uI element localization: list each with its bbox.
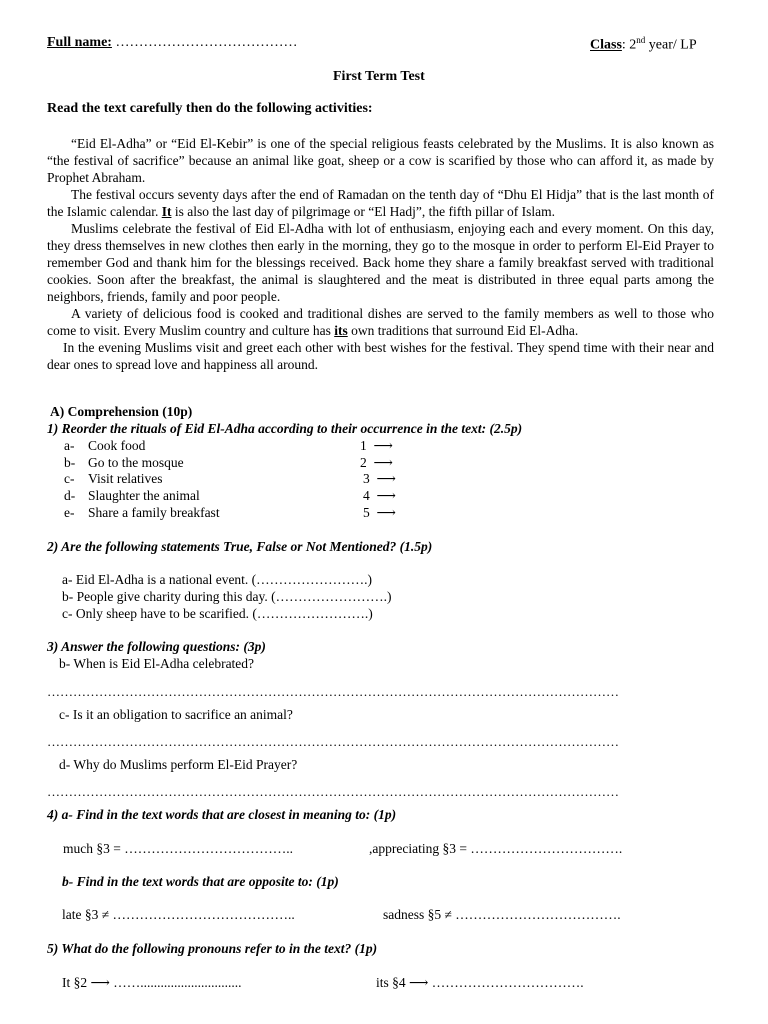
class-year-rest: year/ LP <box>645 37 697 53</box>
q1-item-letter: c- <box>64 471 75 486</box>
pronoun-its: its <box>334 323 348 338</box>
q3-answer-line-c[interactable]: …………………………………………………………………………………………………………………… <box>47 734 619 749</box>
q3-question-c: c- Is it an obligation to sacrifice an animal? <box>59 707 293 722</box>
paragraph-2-start: The festival occurs seventy days after the end of Ramadan on the tenth day of “Dhu El Hidja” that is the last month of the Islamic calendar. <box>47 187 714 219</box>
q2-statement-a[interactable]: a- Eid El-Adha is a national event. (…………………….) <box>62 572 373 587</box>
q1-slot[interactable] <box>360 438 393 454</box>
paragraph-4-end: own traditions that surround Eid El-Adha. <box>347 323 579 338</box>
q1-slot-number: 5 <box>363 505 370 520</box>
q2-statement-c[interactable]: c- Only sheep have to be scarified. (…………………….) <box>62 606 373 621</box>
q4b-title: b- Find in the text words that are opposite to: (1p) <box>62 874 339 889</box>
full-name-blank[interactable]: ………………………………… <box>115 35 298 50</box>
q4a-appreciating-blank[interactable]: ,appreciating §3 = ……………………………. <box>369 841 623 856</box>
page-title: First Term Test <box>333 69 425 84</box>
q1-slot-number: 2 <box>360 455 367 470</box>
q1-item-text: Slaughter the animal <box>88 488 200 503</box>
q1-item-text: Go to the mosque <box>88 455 184 470</box>
q1-slot-number: 1 <box>360 438 367 453</box>
q1-item <box>64 438 75 454</box>
paragraph-4 <box>47 305 714 339</box>
q1-item <box>64 471 75 487</box>
q1-item-text: Visit relatives <box>88 471 163 486</box>
q3-answer-line-b[interactable]: …………………………………………………………………………………………………………………… <box>47 684 619 699</box>
class-label: Class <box>590 37 622 53</box>
q1-item-letter: d- <box>64 488 76 503</box>
q1-slot-number: 3 <box>363 471 370 486</box>
q1-slot[interactable] <box>363 505 396 521</box>
q1-item-letter: a- <box>64 438 75 453</box>
q1-item <box>64 455 75 471</box>
q1-item <box>64 488 75 504</box>
section-a-heading: A) Comprehension (10p) <box>50 404 193 419</box>
q1-item-text: Cook food <box>88 438 146 453</box>
q2-title: 2) Are the following statements True, False or Not Mentioned? (1.5p) <box>47 539 433 554</box>
arrow-icon: ⟶ <box>376 488 396 503</box>
q2-statement-b[interactable]: b- People give charity during this day. (…………………….) <box>62 589 392 604</box>
paragraph-2-end: is also the last day of pilgrimage or “El Hadj”, the fifth pillar of Islam. <box>171 204 555 219</box>
arrow-icon: ⟶ <box>376 471 396 486</box>
arrow-icon: ⟶ <box>373 455 393 470</box>
paragraph-5: In the evening Muslims visit and greet each other with best wishes for the festival. They spend time with their near and dear ones to spread love and happiness all around. <box>47 340 714 372</box>
q1-item-letter: e- <box>64 505 75 520</box>
q1-slot[interactable] <box>360 455 393 471</box>
q1-slot-number: 4 <box>363 488 370 503</box>
reading-text <box>47 135 714 373</box>
full-name-label: Full name: <box>47 35 112 50</box>
full-name-line[interactable] <box>47 35 297 51</box>
q3-answer-line-d[interactable]: …………………………………………………………………………………………………………………… <box>47 784 619 799</box>
q1-slot[interactable] <box>363 471 396 487</box>
q4a-much-blank[interactable]: much §3 = ……………………………….. <box>63 841 293 856</box>
pronoun-it: It <box>161 204 172 219</box>
q4a-title: 4) a- Find in the text words that are closest in meaning to: (1p) <box>47 807 397 822</box>
q5-its-blank[interactable]: its §4 ⟶ ……………………………. <box>376 975 584 990</box>
arrow-icon: ⟶ <box>376 505 396 520</box>
instruction: Read the text carefully then do the following activities: <box>47 101 373 116</box>
q5-title: 5) What do the following pronouns refer to in the text? (1p) <box>47 941 378 956</box>
arrow-icon: ⟶ <box>373 438 393 453</box>
q3-question-d: d- Why do Muslims perform El-Eid Prayer? <box>59 757 298 772</box>
q3-question-b: b- When is Eid El-Adha celebrated? <box>59 656 255 671</box>
q1-title: 1) Reorder the rituals of Eid El-Adha according to their occurrence in the text: (2.5p) <box>47 421 523 436</box>
paragraph-4-start: A variety of delicious food is cooked and traditional dishes are served to the family members as well to those who come to visit. Every Muslim country and culture has <box>47 306 714 338</box>
q5-it-blank[interactable]: It §2 ⟶ …….............................. <box>62 975 242 990</box>
q1-slot[interactable] <box>363 488 396 504</box>
class-year-suffix: nd <box>636 35 646 45</box>
paragraph-3: Muslims celebrate the festival of Eid El-Adha with lot of enthusiasm, enjoying each and every moment. On this day, they dress themselves in new clothes then early in the morning, they go to the mosque in order to perform El-Eid Prayer to remember God and thank him for the blessings received. Back home they share a family breakfast served with traditional cookies. Soon after the breakfast, the animal is slaughtered and the meat is distributed in three equal parts among the neighbors, friends, family and poor people. <box>47 221 714 304</box>
q1-item-letter: b- <box>64 455 76 470</box>
q4b-sadness-blank[interactable]: sadness §5 ≠ ………………………………. <box>383 907 621 922</box>
class-info <box>590 35 697 54</box>
q1-item-text: Share a family breakfast <box>88 505 220 520</box>
paragraph-2 <box>47 186 714 220</box>
paragraph-1: “Eid El-Adha” or “Eid El-Kebir” is one of the special religious feasts celebrated by the Muslims. It is also known as “the festival of sacrifice” because an animal like goat, sheep or a cow is scarified by those who can afford it, as made by Prophet Abraham. <box>47 136 714 185</box>
q1-item <box>64 505 75 521</box>
q3-title: 3) Answer the following questions: (3p) <box>47 639 266 654</box>
q4b-late-blank[interactable]: late §3 ≠ ………………………………….. <box>62 907 295 922</box>
class-year: : 2 <box>621 37 637 53</box>
